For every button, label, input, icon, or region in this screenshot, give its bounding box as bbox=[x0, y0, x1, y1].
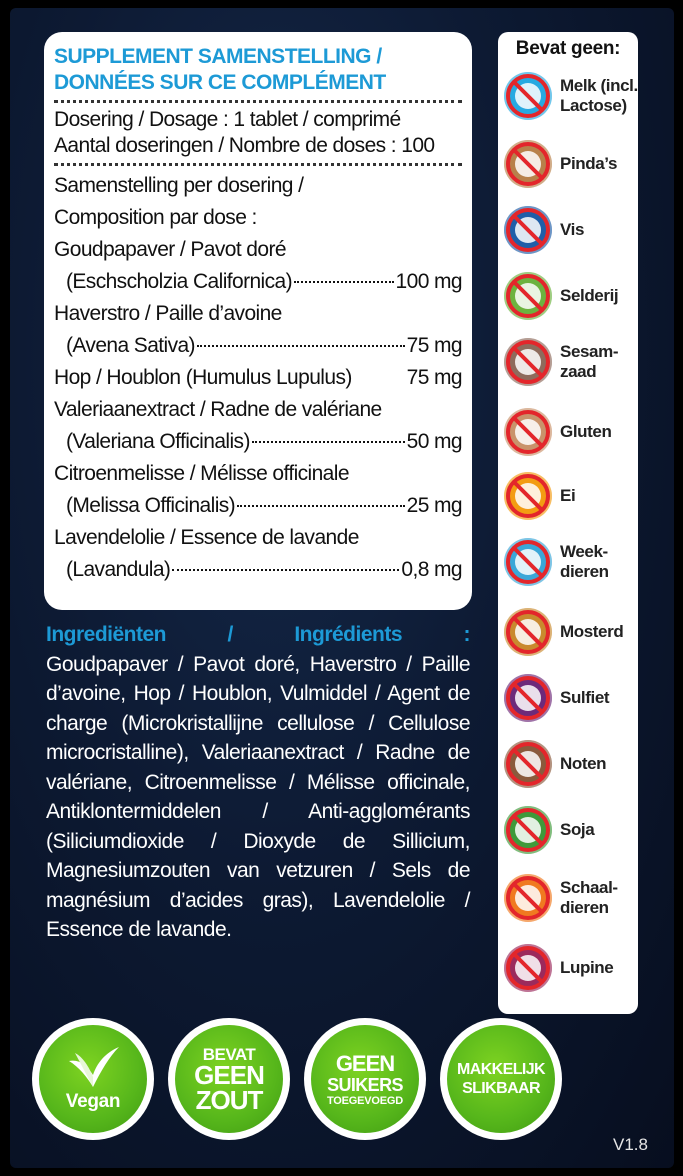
peanut-icon bbox=[504, 140, 552, 188]
no-salt-line1: BEVAT bbox=[202, 1044, 256, 1064]
shell-icon bbox=[504, 538, 552, 586]
no-sugar-line3: TOEGEVOEGD bbox=[326, 1095, 404, 1107]
dosage-line: Dosering / Dosage : 1 tablet / comprimé bbox=[54, 108, 401, 131]
soy-icon bbox=[504, 806, 552, 854]
supplement-facts-panel bbox=[44, 32, 472, 610]
ingredients-section bbox=[46, 620, 470, 945]
easy-swallow-badge-inner bbox=[447, 1025, 555, 1133]
allergen-item bbox=[504, 272, 638, 320]
allergen-item bbox=[504, 338, 638, 386]
allergen-label: Schaal-dieren bbox=[560, 878, 618, 917]
sesame-icon bbox=[504, 338, 552, 386]
allergen-item bbox=[504, 538, 638, 586]
no-sugar-line2: SUIKERS bbox=[327, 1075, 403, 1095]
ingredient-amount: 25 mg bbox=[406, 494, 462, 517]
ingredient-name: Goudpapaver / Pavot doré bbox=[54, 238, 286, 261]
allergen-label: Gluten bbox=[560, 422, 612, 441]
version-label: V1.8 bbox=[613, 1135, 648, 1154]
ingredient-amount: 75 mg bbox=[406, 366, 462, 389]
dot-leader bbox=[197, 345, 405, 347]
ingredient-amount: 75 mg bbox=[406, 334, 462, 357]
wheat-icon bbox=[504, 408, 552, 456]
vegan-badge-inner bbox=[39, 1025, 147, 1133]
no-sugar-badge-inner bbox=[311, 1025, 419, 1133]
no-salt-line3: ZOUT bbox=[195, 1084, 263, 1115]
no-salt-badge bbox=[168, 1018, 290, 1140]
allergen-item bbox=[504, 674, 638, 722]
ingredient-row bbox=[54, 554, 462, 586]
no-sugar-line1: GEEN bbox=[335, 1051, 395, 1076]
allergen-item bbox=[504, 740, 638, 788]
allergen-item bbox=[504, 944, 638, 992]
allergen-label: Ei bbox=[560, 486, 576, 505]
ingredient-row bbox=[54, 266, 462, 298]
facts-title-line1: SUPPLEMENT SAMENSTELLING / bbox=[54, 45, 382, 68]
allergen-item bbox=[504, 472, 638, 520]
dot-leader bbox=[237, 505, 405, 507]
allergen-label: Sulfiet bbox=[560, 688, 610, 707]
product-label bbox=[10, 8, 674, 1168]
allergen-label: Mosterd bbox=[560, 622, 624, 641]
vegan-label: Vegan bbox=[65, 1091, 121, 1112]
ingredient-name: Haverstro / Paille d’avoine bbox=[54, 302, 282, 325]
ingredients-body: Goudpapaver / Pavot doré, Haverstro / Paille d’avoine, Hop / Houblon, Vulmiddel / Agent de charge (Microkristallijne cellulose / Cellulose microcristalline), Valeriaanextract / Radne de valériane, Citroenmelisse / Mélisse officinale, Antiklontermiddelen / Anti-agglomérants (Siliciumdioxide / Dioxyde de Sillicium, Magnesiumzouten van vetzuren / Sels de magnésium d’acides gras), Lavendelolie / Essence de lavande. bbox=[46, 652, 470, 941]
ingredient-amount: 50 mg bbox=[406, 430, 462, 453]
egg-icon bbox=[504, 472, 552, 520]
ingredient-name: Valeriaanextract / Radne de valériane bbox=[54, 398, 382, 421]
ingredient-latin-name: (Lavandula) bbox=[66, 558, 171, 581]
no-sugar-badge bbox=[304, 1018, 426, 1140]
easy-swallow-line2: SLIKBAAR bbox=[462, 1080, 540, 1097]
no-salt-line2: GEEN bbox=[194, 1059, 264, 1090]
dot-leader bbox=[252, 441, 405, 443]
composition-heading-line2: Composition par dose : bbox=[54, 206, 257, 229]
doses-line: Aantal doseringen / Nombre de doses : 100 bbox=[54, 134, 435, 157]
allergen-label: Pinda’s bbox=[560, 154, 618, 173]
easy-swallow-badge bbox=[440, 1018, 562, 1140]
facts-title-line2: DONNÉES SUR CE COMPLÉMENT bbox=[54, 71, 386, 94]
leaf-check-icon bbox=[65, 1045, 121, 1089]
vegan-badge bbox=[32, 1018, 154, 1140]
fish-icon bbox=[504, 206, 552, 254]
allergen-label: Soja bbox=[560, 820, 595, 839]
allergen-label: Vis bbox=[560, 220, 585, 239]
allergen-item bbox=[504, 140, 638, 188]
ingredient-row bbox=[54, 490, 462, 522]
ingredient-row bbox=[54, 426, 462, 458]
allergen-label: Lupine bbox=[560, 958, 614, 977]
ingredient-latin-name: (Avena Sativa) bbox=[66, 334, 195, 357]
sulfite-icon bbox=[504, 674, 552, 722]
easy-swallow-line1: MAKKELIJK bbox=[457, 1061, 545, 1078]
ingredient-amount-list bbox=[54, 234, 462, 586]
no-salt-badge-inner bbox=[175, 1025, 283, 1133]
milk-bottle-icon bbox=[504, 72, 552, 120]
nut-icon bbox=[504, 740, 552, 788]
composition-heading-line1: Samenstelling per dosering / bbox=[54, 174, 304, 197]
ingredient-amount: 100 mg bbox=[395, 270, 462, 293]
ingredient-name: Hop / Houblon (Humulus Lupulus) bbox=[54, 366, 352, 389]
lupine-icon bbox=[504, 944, 552, 992]
allergen-panel bbox=[498, 32, 638, 1014]
allergen-item bbox=[504, 206, 638, 254]
mustard-icon bbox=[504, 608, 552, 656]
ingredient-latin-name: (Valeriana Officinalis) bbox=[66, 430, 250, 453]
ingredient-latin-name: (Melissa Officinalis) bbox=[66, 494, 236, 517]
allergen-label: Noten bbox=[560, 754, 607, 773]
dot-leader bbox=[172, 569, 399, 571]
allergen-label: Week-dieren bbox=[560, 542, 609, 581]
allergen-item bbox=[504, 72, 638, 120]
ingredients-heading: Ingrediënten / Ingrédients : bbox=[46, 623, 470, 646]
allergen-label: Sesam-zaad bbox=[560, 342, 619, 381]
ingredient-name: Citroenmelisse / Mélisse officinale bbox=[54, 462, 349, 485]
allergen-item bbox=[504, 806, 638, 854]
dotted-divider bbox=[54, 163, 462, 166]
allergen-item bbox=[504, 874, 638, 922]
ingredient-latin-name: (Eschscholzia Californica) bbox=[66, 270, 292, 293]
allergen-title: Bevat geen: bbox=[515, 38, 621, 59]
allergen-item bbox=[504, 608, 638, 656]
crab-icon bbox=[504, 874, 552, 922]
dot-leader bbox=[294, 281, 394, 283]
ingredient-name: Lavendelolie / Essence de lavande bbox=[54, 526, 359, 549]
allergen-label: Selderij bbox=[560, 286, 619, 305]
allergen-item bbox=[504, 408, 638, 456]
ingredient-row bbox=[54, 330, 462, 362]
allergen-label: Melk (incl. Lactose) bbox=[560, 76, 638, 115]
celery-icon bbox=[504, 272, 552, 320]
ingredient-amount: 0,8 mg bbox=[401, 558, 462, 581]
ingredient-row bbox=[54, 362, 462, 394]
dotted-divider bbox=[54, 100, 462, 103]
